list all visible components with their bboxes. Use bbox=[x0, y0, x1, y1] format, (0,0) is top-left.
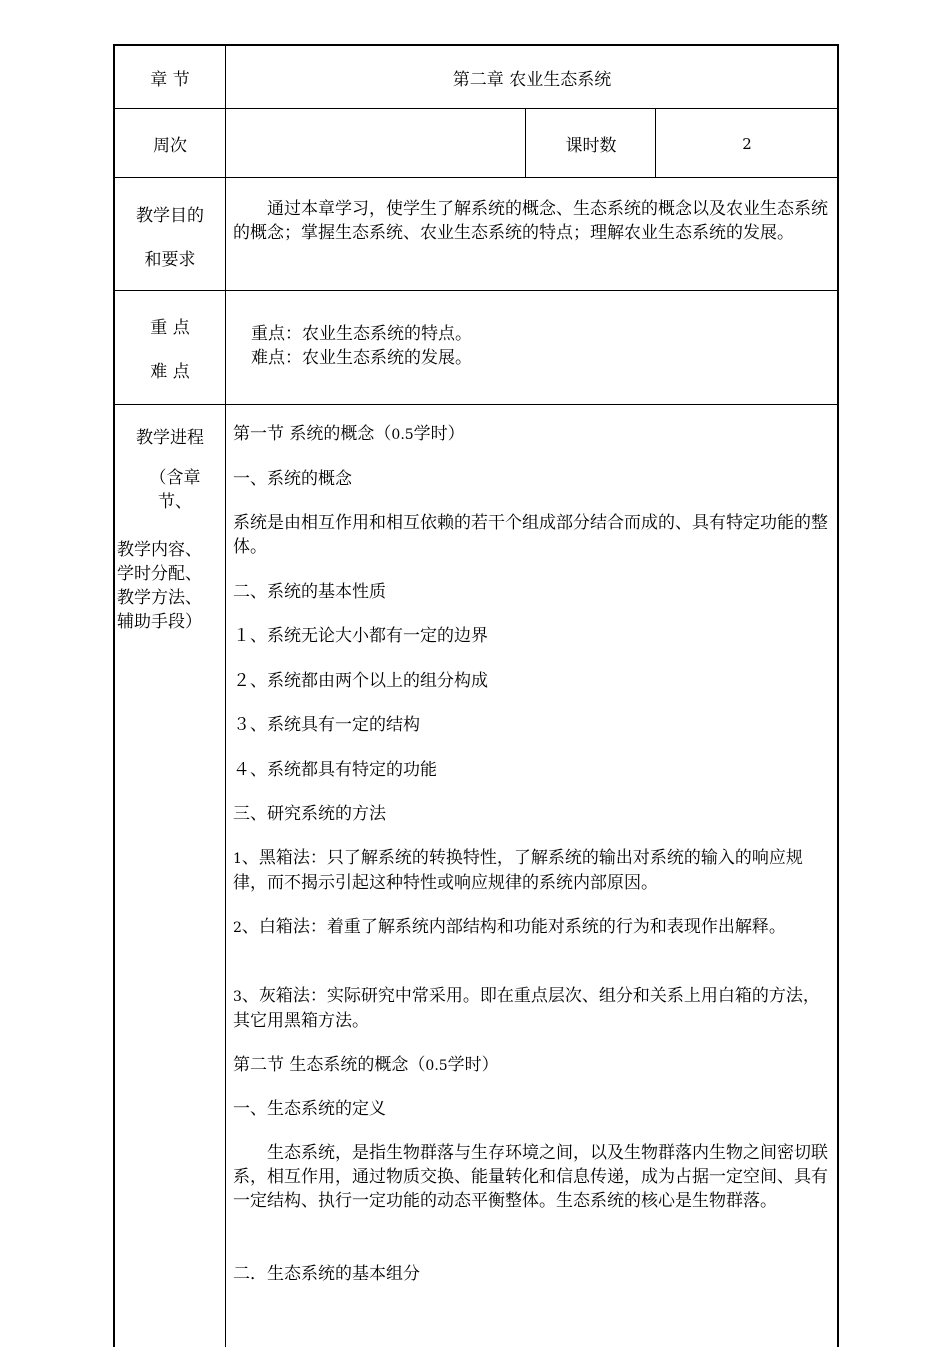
ecosystem-definition: 生态系统，是指生物群落与生存环境之间，以及生物群落内生物之间密切联系，相互作用，通过物质交换、能量转化和信息传递，成为占据一定空间、具有一定结构、执行一定功能的动态平衡整体。生态系统的核心是生物群落。 bbox=[233, 1143, 828, 1211]
process-label-line2: （含章节、 bbox=[149, 468, 201, 512]
method-black-box: 1、黑箱法：只了解系统的转换特性，了解系统的输出对系统的输入的响应规律，而不揭示引起这种特性或响应规律的系统内部原因。 bbox=[233, 848, 803, 893]
method-gray-box: 3、灰箱法：实际研究中常采用。即在重点层次、组分和关系上用白箱的方法，其它用黑箱方法。 bbox=[233, 986, 820, 1031]
row-divider bbox=[113, 404, 839, 405]
difficult-point: 难点：农业生态系统的发展。 bbox=[251, 348, 472, 368]
property-item: ３、系统具有一定的结构 bbox=[233, 715, 420, 735]
key-label: 重 点 bbox=[150, 317, 190, 338]
row-divider bbox=[113, 108, 839, 109]
week-value bbox=[227, 110, 525, 177]
heading-ecosystem-definition: 一、生态系统的定义 bbox=[233, 1099, 386, 1119]
column-divider bbox=[225, 44, 226, 1347]
heading-system-properties: 二、系统的基本性质 bbox=[233, 582, 386, 602]
method-white-box: 2、白箱法：着重了解系统内部结构和功能对系统的行为和表现作出解释。 bbox=[233, 917, 786, 937]
chapter-label: 章 节 bbox=[150, 69, 190, 90]
difficult-label: 难 点 bbox=[150, 361, 190, 382]
hours-label: 课时数 bbox=[565, 136, 617, 156]
column-divider bbox=[655, 108, 656, 177]
heading-ecosystem-components: 二．生态系统的基本组分 bbox=[233, 1264, 420, 1284]
goals-label-line1: 教学目的 bbox=[136, 205, 204, 226]
row-divider bbox=[113, 177, 839, 178]
process-label-line3: 教学内容、学时分配、教学方法、辅助手段） bbox=[117, 540, 202, 632]
week-label: 周次 bbox=[153, 136, 187, 156]
section-1-title: 第一节 系统的概念（0.5学时） bbox=[233, 424, 465, 444]
process-label-line1: 教学进程 bbox=[136, 427, 204, 448]
system-definition: 系统是由相互作用和相互依赖的若干个组成部分结合而成的、具有特定功能的整体。 bbox=[233, 513, 828, 557]
hours-value: 2 bbox=[742, 134, 752, 153]
goals-label-line2: 和要求 bbox=[144, 249, 196, 270]
heading-system-concept: 一、系统的概念 bbox=[233, 469, 352, 489]
property-item: ４、系统都具有特定的功能 bbox=[233, 760, 437, 780]
property-item: １、系统无论大小都有一定的边界 bbox=[233, 626, 488, 646]
chapter-title: 第二章 农业生态系统 bbox=[452, 69, 612, 90]
row-divider bbox=[113, 290, 839, 291]
property-item: ２、系统都由两个以上的组分构成 bbox=[233, 671, 488, 691]
key-point: 重点：农业生态系统的特点。 bbox=[251, 324, 472, 344]
column-divider bbox=[525, 108, 526, 177]
goals-text: 通过本章学习，使学生了解系统的概念、生态系统的概念以及农业生态系统的概念；掌握生态系统、农业生态系统的特点；理解农业生态系统的发展。 bbox=[233, 199, 828, 243]
section-2-title: 第二节 生态系统的概念（0.5学时） bbox=[233, 1055, 499, 1075]
heading-research-methods: 三、研究系统的方法 bbox=[233, 804, 386, 824]
